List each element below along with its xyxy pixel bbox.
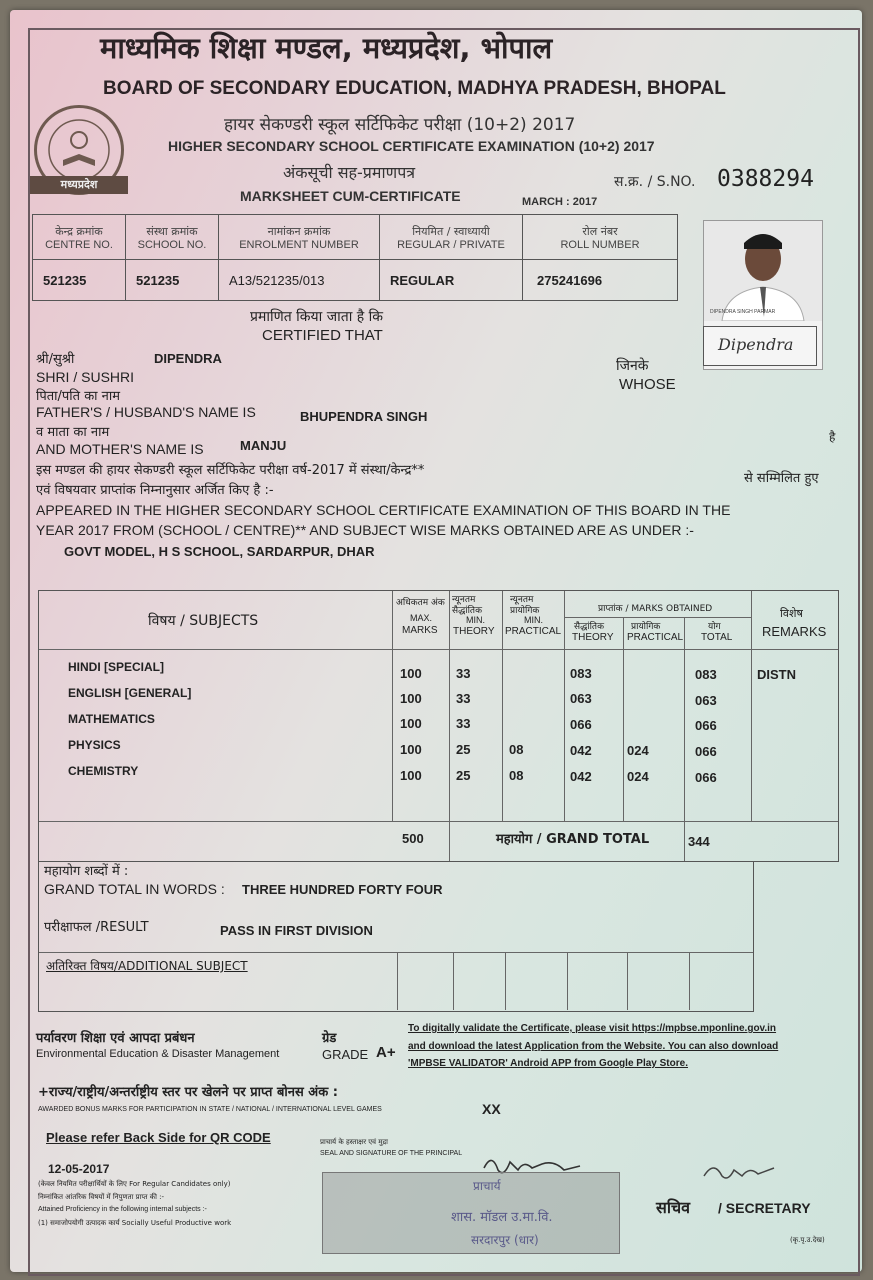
subject-name: CHEMISTRY bbox=[68, 764, 139, 778]
min-practical: 08 bbox=[509, 768, 524, 783]
theory-marks: 063 bbox=[570, 691, 592, 706]
validate-line-2: and download the latest Application from the Website. You can also download bbox=[408, 1041, 779, 1052]
regular-private-header: नियमित / स्वाध्यायी REGULAR / PRIVATE bbox=[380, 215, 523, 260]
father-name: BHUPENDRA SINGH bbox=[300, 409, 428, 424]
roll-number-value: 275241696 bbox=[523, 260, 678, 301]
serial-number: 0388294 bbox=[717, 166, 814, 192]
appeared-line1-hindi: इस मण्डल की हायर सेकण्डरी स्कूल सर्टिफिकेट परीक्षा वर्ष-2017 में संस्था/केन्द्र** bbox=[36, 463, 425, 478]
min-prac-header-en-2: PRACTICAL bbox=[505, 626, 562, 637]
bonus-english: AWARDED BONUS MARKS FOR PARTICIPATION IN STATE / NATIONAL / INTERNATIONAL LEVEL GAMES bbox=[38, 1106, 382, 1113]
additional-subject-label: अतिरिक्त विषय/ADDITIONAL SUBJECT bbox=[46, 959, 248, 973]
min-theory: 25 bbox=[456, 742, 471, 757]
subject-name: PHYSICS bbox=[68, 738, 121, 752]
certified-english: CERTIFIED THAT bbox=[262, 327, 383, 344]
words-hindi: महायोग शब्दों में : bbox=[44, 864, 129, 879]
stamp-line-2: शास. मॉडल उ.मा.वि. bbox=[451, 1210, 553, 1225]
exam-title-english: HIGHER SECONDARY SCHOOL CERTIFICATE EXAMINATION (10+2) 2017 bbox=[168, 138, 655, 154]
total-marks: 066 bbox=[695, 770, 717, 785]
env-edu-hindi: पर्यावरण शिक्षा एवं आपदा प्रबंधन bbox=[36, 1031, 195, 1046]
enrolment-value: A13/521235/013 bbox=[219, 260, 380, 301]
marks-obtained-header: प्राप्तांक / MARKS OBTAINED bbox=[598, 604, 713, 614]
min-prac-header-hindi: न्यूनतम प्रायोगिक bbox=[510, 595, 540, 616]
max-header-hindi: अधिकतम अंक bbox=[396, 598, 445, 608]
grade-english: GRADE bbox=[322, 1047, 369, 1062]
min-theory: 33 bbox=[456, 716, 471, 731]
doc-title-english: MARKSHEET CUM-CERTIFICATE bbox=[240, 188, 461, 204]
centre-no-header: केन्द्र क्रमांक CENTRE NO. bbox=[33, 215, 126, 260]
stamp-line-3: सरदारपुर (धार) bbox=[471, 1233, 539, 1247]
min-theory-header-en-2: THEORY bbox=[453, 626, 495, 637]
stamp-line-1: प्राचार्य bbox=[473, 1179, 501, 1193]
validate-line-3: 'MPBSE VALIDATOR' Android APP from Google Play Store. bbox=[408, 1058, 688, 1069]
candidate-signature: Dipendra bbox=[718, 335, 794, 354]
theory-marks: 083 bbox=[570, 666, 592, 681]
candidate-name: DIPENDRA bbox=[154, 351, 222, 366]
qr-code-note: Please refer Back Side for QR CODE bbox=[46, 1130, 271, 1145]
total-marks: 066 bbox=[695, 718, 717, 733]
regular-private-value: REGULAR bbox=[380, 260, 523, 301]
candidate-signature-box bbox=[703, 326, 817, 366]
appeared-line2-hindi: एवं विषयवार प्राप्तांक निम्नानुसार अर्जित किए है :- bbox=[36, 483, 274, 498]
appeared-line1-hindi-right: से सम्मिलित हुए bbox=[744, 471, 819, 486]
issue-date: 12-05-2017 bbox=[48, 1162, 110, 1176]
seal-banner: मध्यप्रदेश bbox=[30, 176, 128, 194]
max-header-en-1: MAX. bbox=[410, 613, 433, 623]
proficiency-note-4: (1) समाजोपयोगी उत्पादक कार्य Socially Useful Productive work bbox=[38, 1219, 232, 1227]
practical-header-en: PRACTICAL bbox=[627, 632, 684, 643]
proficiency-note-3: Attained Proficiency in the following internal subjects :- bbox=[38, 1206, 207, 1213]
min-practical: 08 bbox=[509, 742, 524, 757]
secretary-signature bbox=[700, 1152, 780, 1188]
grade-value: A+ bbox=[376, 1044, 396, 1061]
father-english: FATHER'S / HUSBAND'S NAME IS bbox=[36, 404, 256, 420]
min-theory-header-hindi: न्यूनतम सैद्धांतिक bbox=[452, 595, 482, 616]
hai-text: है bbox=[829, 430, 836, 444]
remarks-header-hindi: विशेष bbox=[780, 607, 803, 620]
centre-no-value: 521235 bbox=[33, 260, 126, 301]
max-header-en-2: MARKS bbox=[402, 625, 438, 636]
theory-marks: 042 bbox=[570, 769, 592, 784]
max-marks-total: 500 bbox=[402, 831, 424, 846]
env-edu-english: Environmental Education & Disaster Management bbox=[36, 1048, 280, 1060]
max-marks: 100 bbox=[400, 666, 422, 681]
photo-caption: DIPENDRA SINGH PARMAR bbox=[710, 309, 776, 315]
practical-header-hindi: प्रायोगिक bbox=[631, 622, 661, 632]
candidate-info-table bbox=[32, 214, 678, 301]
subject-name: MATHEMATICS bbox=[68, 712, 155, 726]
grand-total-value: 344 bbox=[688, 834, 710, 849]
total-marks: 083 bbox=[695, 667, 717, 682]
enrolment-header: नामांकन क्रमांक ENROLMENT NUMBER bbox=[219, 215, 380, 260]
certified-hindi: प्रमाणित किया जाता है कि bbox=[250, 309, 384, 325]
whose-english: WHOSE bbox=[619, 376, 676, 393]
page-turn-code: (कृ.पृ.उ.देख) bbox=[790, 1236, 825, 1244]
school-no-value: 521235 bbox=[126, 260, 219, 301]
max-marks: 100 bbox=[400, 691, 422, 706]
roll-number-header: रोल नंबर ROLL NUMBER bbox=[523, 215, 678, 260]
shri-hindi: श्री/सुश्री bbox=[36, 352, 75, 367]
mother-hindi: व माता का नाम bbox=[36, 425, 110, 440]
bonus-hindi: +राज्य/राष्ट्रीय/अन्तर्राष्ट्रीय स्तर पर खेलने पर प्राप्त बोनस अंक : bbox=[38, 1085, 338, 1100]
father-hindi: पिता/पति का नाम bbox=[36, 389, 121, 404]
max-marks: 100 bbox=[400, 742, 422, 757]
school-name: GOVT MODEL, H S SCHOOL, SARDARPUR, DHAR bbox=[64, 544, 375, 559]
serial-number-label: स.क्र. / S.NO. bbox=[614, 174, 696, 190]
secretary-hindi: सचिव bbox=[656, 1198, 691, 1217]
total-header-hindi: योग bbox=[708, 622, 721, 632]
max-marks: 100 bbox=[400, 716, 422, 731]
mother-english: AND MOTHER'S NAME IS bbox=[36, 441, 204, 457]
mother-name: MANJU bbox=[240, 438, 287, 453]
appeared-english-1: APPEARED IN THE HIGHER SECONDARY SCHOOL CERTIFICATE EXAMINATION OF THIS BOARD IN THE bbox=[36, 502, 731, 518]
secretary-english: / SECRETARY bbox=[718, 1200, 811, 1216]
min-theory: 33 bbox=[456, 691, 471, 706]
bonus-value: XX bbox=[482, 1101, 501, 1117]
school-no-header: संस्था क्रमांक SCHOOL NO. bbox=[126, 215, 219, 260]
min-theory-header-en-1: MIN. bbox=[466, 615, 485, 625]
total-marks: 066 bbox=[695, 744, 717, 759]
subject-name: HINDI [SPECIAL] bbox=[68, 660, 164, 674]
grade-hindi: ग्रेड bbox=[322, 1031, 337, 1046]
total-header-en: TOTAL bbox=[701, 632, 733, 643]
practical-marks: 024 bbox=[627, 743, 649, 758]
min-theory: 33 bbox=[456, 666, 471, 681]
principal-label-hindi: प्राचार्य के हस्ताक्षर एवं मुद्रा bbox=[320, 1138, 388, 1146]
words-english: GRAND TOTAL IN WORDS : bbox=[44, 881, 225, 897]
remarks-header-en: REMARKS bbox=[762, 624, 827, 639]
total-marks: 063 bbox=[695, 693, 717, 708]
appeared-english-2: YEAR 2017 FROM (SCHOOL / CENTRE)** AND SUBJECT WISE MARKS OBTAINED ARE AS UNDER :- bbox=[36, 522, 694, 538]
subjects-header: विषय / SUBJECTS bbox=[148, 613, 259, 629]
proficiency-note-2: निम्नांकित आंतरिक विषयों में निपुणता प्राप्त की :- bbox=[38, 1193, 165, 1201]
board-title-hindi: माध्यमिक शिक्षा मण्डल, मध्यप्रदेश, भोपाल bbox=[100, 31, 553, 65]
exam-session: MARCH : 2017 bbox=[522, 196, 598, 208]
shri-english: SHRI / SUSHRI bbox=[36, 369, 135, 385]
practical-marks: 024 bbox=[627, 769, 649, 784]
doc-title-hindi: अंकसूची सह-प्रमाणपत्र bbox=[283, 163, 416, 182]
result-value: PASS IN FIRST DIVISION bbox=[220, 923, 373, 938]
validate-line-1: To digitally validate the Certificate, please visit https://mpbse.mponline.gov.in bbox=[408, 1023, 777, 1034]
subject-name: ENGLISH [GENERAL] bbox=[68, 686, 192, 700]
remarks: DISTN bbox=[757, 667, 796, 682]
principal-stamp-area bbox=[322, 1172, 620, 1254]
min-theory: 25 bbox=[456, 768, 471, 783]
whose-hindi: जिनके bbox=[616, 358, 649, 374]
result-label: परीक्षाफल /RESULT bbox=[44, 920, 149, 935]
max-marks: 100 bbox=[400, 768, 422, 783]
board-title-english: BOARD OF SECONDARY EDUCATION, MADHYA PRADESH, BHOPAL bbox=[103, 78, 726, 99]
proficiency-note-1: (केवल नियमित परीक्षार्थियों के लिए For Regular Candidates only) bbox=[38, 1180, 231, 1188]
grand-total-words: THREE HUNDRED FORTY FOUR bbox=[242, 882, 443, 897]
theory-header-hindi: सैद्धांतिक bbox=[574, 622, 604, 632]
theory-marks: 042 bbox=[570, 743, 592, 758]
principal-label-english: SEAL AND SIGNATURE OF THE PRINCIPAL bbox=[320, 1150, 463, 1157]
theory-header-en: THEORY bbox=[572, 632, 614, 643]
theory-marks: 066 bbox=[570, 717, 592, 732]
exam-title-hindi: हायर सेकण्डरी स्कूल सर्टिफिकेट परीक्षा (10+2) 2017 bbox=[224, 115, 576, 135]
grand-total-label: महायोग / GRAND TOTAL bbox=[496, 832, 650, 847]
min-prac-header-en-1: MIN. bbox=[524, 615, 543, 625]
